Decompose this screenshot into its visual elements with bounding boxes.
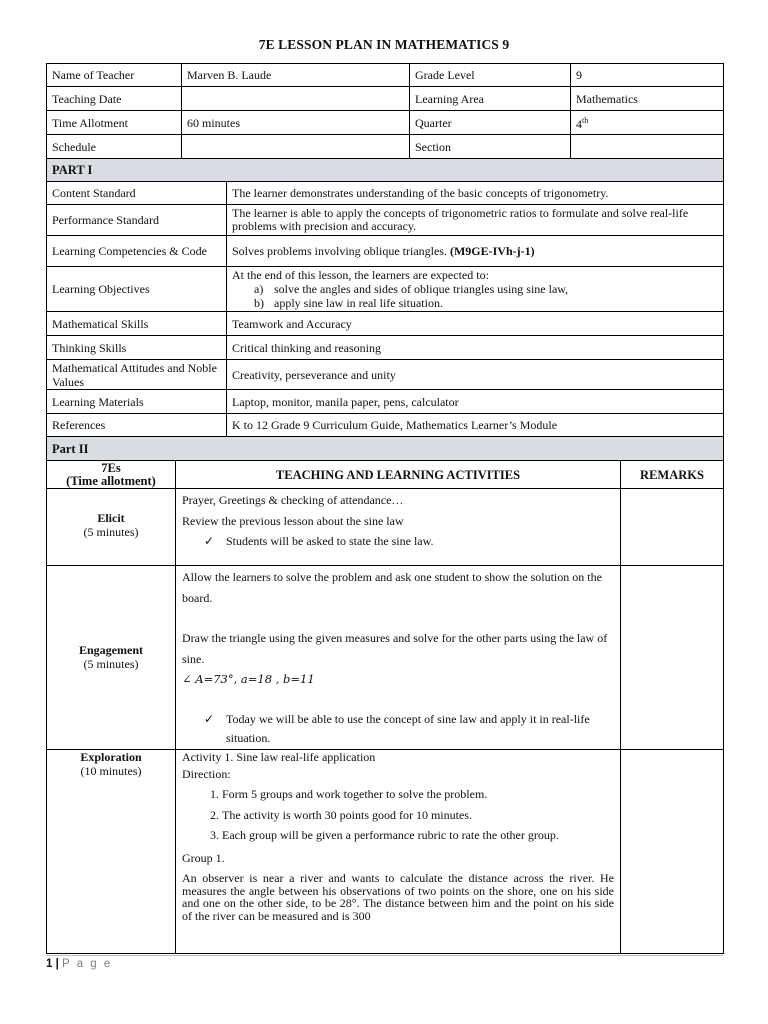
teacher-value: Marven B. Laude bbox=[182, 64, 410, 87]
section-label: Section bbox=[410, 135, 571, 159]
schedule-label: Schedule bbox=[47, 135, 182, 159]
competencies-value bbox=[227, 236, 724, 267]
objective-item bbox=[254, 282, 718, 296]
engagement-remarks bbox=[621, 566, 724, 750]
checklist-item bbox=[204, 531, 614, 552]
step-item: 1. Form 5 groups and work together to solve the problem. bbox=[222, 784, 614, 805]
page-number: 1 bbox=[46, 958, 53, 970]
exploration-remarks bbox=[621, 749, 724, 953]
grade-label: Grade Level bbox=[410, 64, 571, 87]
performance-standard-label: Performance Standard bbox=[47, 205, 227, 236]
page-footer bbox=[46, 955, 723, 970]
quarter-suffix: th bbox=[582, 116, 589, 125]
step-item: 3. Each group will be given a performance rubric to rate the other group. bbox=[222, 825, 614, 846]
elicit-name: Elicit bbox=[97, 511, 125, 525]
area-value: Mathematics bbox=[571, 87, 724, 111]
phase-column-subtitle: (Time allotment) bbox=[66, 473, 156, 488]
competencies-text: Solves problems involving oblique triangles. bbox=[232, 244, 447, 258]
phase-column-header bbox=[47, 461, 176, 489]
elicit-checklist bbox=[182, 531, 614, 552]
phase-column-title: 7Es bbox=[101, 460, 121, 475]
page-label: P a g e bbox=[62, 958, 113, 970]
objective-marker: b) bbox=[254, 296, 264, 310]
quarter-label: Quarter bbox=[410, 111, 571, 135]
grade-value: 9 bbox=[571, 64, 724, 87]
objective-marker: a) bbox=[254, 282, 264, 296]
step-item: 2. The activity is worth 30 points good for 10 minutes. bbox=[222, 805, 614, 826]
part-one-table bbox=[46, 158, 724, 437]
engagement-time: (5 minutes) bbox=[83, 657, 139, 672]
competencies-code: (M9GE-IVh-j-1) bbox=[449, 244, 535, 258]
time-value: 60 minutes bbox=[182, 111, 410, 135]
objective-text: apply sine law in real life situation. bbox=[274, 296, 443, 310]
elicit-activities bbox=[176, 489, 621, 566]
competencies-label: Learning Competencies & Code bbox=[47, 236, 227, 267]
engagement-paragraph-2: Draw the triangle using the given measures and solve for the other parts using the law of sine. bbox=[182, 631, 608, 666]
objectives-value bbox=[227, 267, 724, 312]
references-value: K to 12 Grade 9 Curriculum Guide, Mathematics Learner’s Module bbox=[227, 414, 724, 437]
time-label: Time Allotment bbox=[47, 111, 182, 135]
objectives-label: Learning Objectives bbox=[47, 267, 227, 312]
elicit-phase bbox=[47, 489, 176, 566]
exploration-phase bbox=[47, 749, 176, 953]
content-standard-label: Content Standard bbox=[47, 182, 227, 205]
exploration-activities bbox=[176, 749, 621, 953]
exploration-activity-title: Activity 1. Sine law real-life application bbox=[182, 749, 376, 764]
thinking-skills-value: Critical thinking and reasoning bbox=[227, 336, 724, 360]
activities-column-header: TEACHING AND LEARNING ACTIVITIES bbox=[176, 461, 621, 489]
elicit-remarks bbox=[621, 489, 724, 566]
math-skills-value: Teamwork and Accuracy bbox=[227, 312, 724, 336]
footer-separator: | bbox=[55, 958, 59, 970]
references-label: References bbox=[47, 414, 227, 437]
engagement-phase bbox=[47, 566, 176, 750]
date-value bbox=[182, 87, 410, 111]
elicit-time: (5 minutes) bbox=[83, 525, 139, 539]
checkmark-icon: ✓ bbox=[204, 534, 215, 548]
objectives-list bbox=[232, 282, 718, 310]
quarter-number: 4 bbox=[576, 117, 582, 131]
teacher-info-table bbox=[46, 63, 724, 159]
attitudes-label: Mathematical Attitudes and Noble Values bbox=[47, 360, 227, 390]
engagement-paragraph-1: Allow the learners to solve the problem and ask one student to show the solution on the board. bbox=[182, 570, 602, 605]
checkmark-icon: ✓ bbox=[204, 711, 215, 726]
exploration-direction: Direction: bbox=[182, 766, 231, 781]
part-two-heading: Part II bbox=[47, 437, 724, 461]
objective-item bbox=[254, 296, 718, 310]
exploration-time: (10 minutes) bbox=[80, 763, 142, 778]
section-value bbox=[571, 135, 724, 159]
engagement-activities bbox=[176, 566, 621, 750]
part-two-table bbox=[46, 436, 724, 954]
teacher-label: Name of Teacher bbox=[47, 64, 182, 87]
elicit-line-1: Prayer, Greetings & checking of attendance… bbox=[182, 493, 404, 507]
performance-standard-value: The learner is able to apply the concepts of trigonometric ratios to formulate and solve real-life problems with precision and accuracy. bbox=[227, 205, 724, 236]
attitudes-value: Creativity, perseverance and unity bbox=[227, 360, 724, 390]
exploration-name: Exploration bbox=[80, 749, 142, 764]
math-skills-label: Mathematical Skills bbox=[47, 312, 227, 336]
materials-value: Laptop, monitor, manila paper, pens, calculator bbox=[227, 390, 724, 414]
exploration-group: Group 1. bbox=[182, 850, 225, 865]
checklist-text: Today we will be able to use the concept of sine law and apply it in real-life situation. bbox=[226, 711, 590, 745]
engagement-given-values: ∠ A=73°, a=18 , b=11 bbox=[182, 672, 315, 686]
engagement-name: Engagement bbox=[79, 643, 143, 658]
engagement-checklist bbox=[182, 710, 614, 748]
objective-text: solve the angles and sides of oblique triangles using sine law, bbox=[274, 282, 569, 296]
document-title: 7E LESSON PLAN IN MATHEMATICS 9 bbox=[258, 37, 510, 52]
objectives-intro: At the end of this lesson, the learners are expected to: bbox=[232, 268, 489, 282]
checklist-text: Students will be asked to state the sine law. bbox=[226, 534, 434, 548]
date-label: Teaching Date bbox=[47, 87, 182, 111]
thinking-skills-label: Thinking Skills bbox=[47, 336, 227, 360]
area-label: Learning Area bbox=[410, 87, 571, 111]
remarks-column-header: REMARKS bbox=[621, 461, 724, 489]
part-one-heading: PART I bbox=[47, 159, 724, 182]
elicit-line-2: Review the previous lesson about the sine law bbox=[182, 513, 404, 528]
checklist-item bbox=[204, 710, 614, 748]
content-standard-value: The learner demonstrates understanding of the basic concepts of trigonometry. bbox=[227, 182, 724, 205]
schedule-value bbox=[182, 135, 410, 159]
quarter-value bbox=[571, 111, 724, 135]
materials-label: Learning Materials bbox=[47, 390, 227, 414]
exploration-steps bbox=[182, 784, 614, 846]
exploration-problem: An observer is near a river and wants to calculate the distance across the river. He measures the angle between his observations of two points on the shore, one on his side and one on the other side, to be 28°. The distance between him and the point on his side of the river can be measured and is 300 bbox=[182, 871, 614, 923]
